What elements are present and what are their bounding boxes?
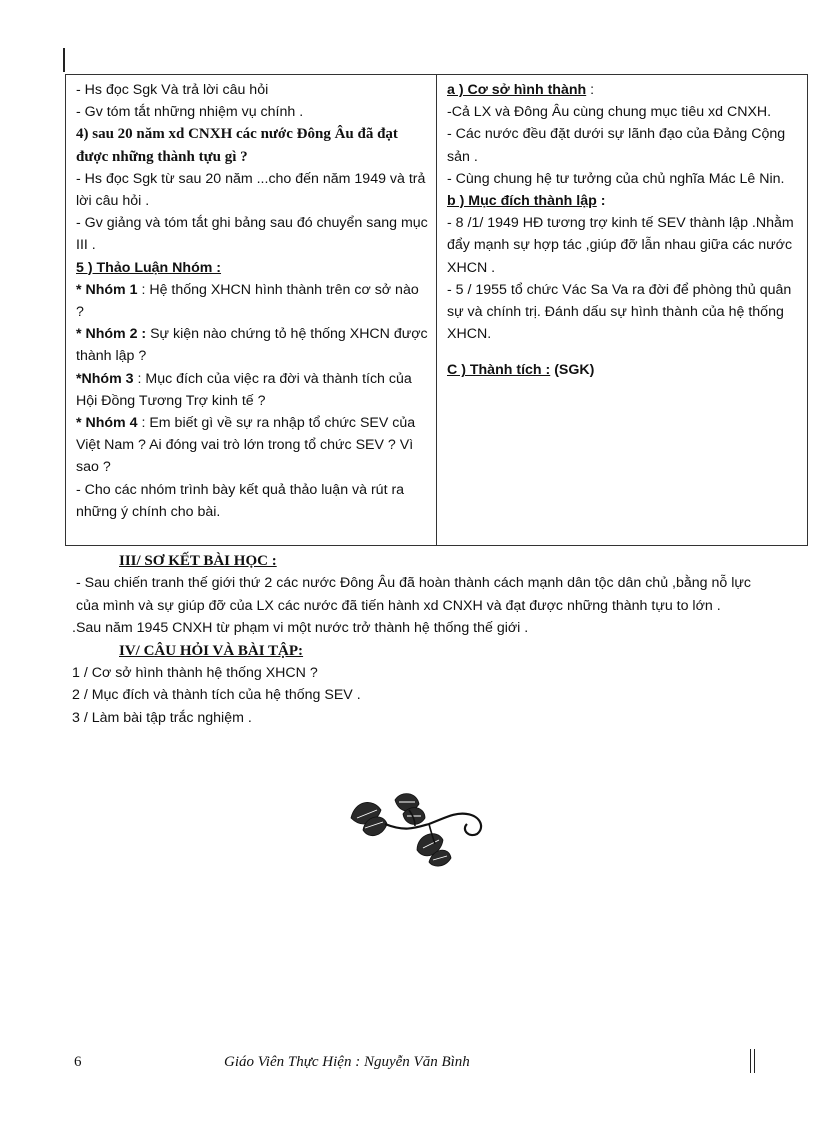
activity-line: - Hs đọc Sgk từ sau 20 năm ...cho đến năm 1949 và trả lời câu hỏi . — [76, 170, 426, 210]
content-line: - Các nước đều đặt dưới sự lãnh đạo của Đảng Cộng sản . — [447, 126, 786, 165]
content-line: - 8 /1/ 1949 HĐ tương trợ kinh tế SEV thành lập .Nhằm đẩy mạnh sự hợp tác ,giúp đỡ lẫn nhau giữa các nước XHCN . — [447, 215, 794, 276]
activity-line: - Gv tóm tắt những nhiệm vụ chính . — [76, 104, 304, 121]
exercise-item: 1 / Cơ sở hình thành hệ thống XHCN ? — [72, 665, 318, 682]
content-line: - 5 / 1955 tổ chức Vác Sa Va ra đời để phòng thủ quân sự và chính trị. Đánh dấu sự hình thành của hệ thống XHCN. — [447, 281, 792, 343]
activity-line: - Cho các nhóm trình bày kết quả thảo luận và rút ra những ý chính cho bài. — [76, 481, 405, 520]
summary-heading: III/ SƠ KẾT BÀI HỌC : — [119, 553, 277, 569]
table-row — [66, 75, 808, 546]
content-line: - Cùng chung hệ tư tưởng của chủ nghĩa Mác Lê Nin. — [447, 170, 785, 187]
section-b-colon: : — [596, 193, 606, 210]
section-a-title: a ) Cơ sở hình thành — [447, 82, 587, 98]
group-4-label: * Nhóm 4 — [76, 415, 138, 432]
exercises-heading: IV/ CÂU HỎI VÀ BÀI TẬP: — [119, 642, 304, 659]
summary-paragraph: .Sau năm 1945 CNXH từ phạm vi một nước trở thành hệ thống thế giới . — [72, 620, 529, 637]
teacher-name: Giáo Viên Thực Hiện : Nguyễn Văn Bình — [224, 1054, 470, 1070]
content-line: -Cả LX và Đông Âu cùng chung mục tiêu xd CNXH. — [447, 104, 772, 121]
group-4-question — [76, 412, 428, 479]
activity-line: - Hs đọc Sgk Và trả lời câu hỏi — [76, 82, 269, 98]
right-margin-mark — [750, 1049, 755, 1073]
lesson-table — [65, 74, 808, 546]
spacer — [447, 345, 799, 359]
question-4-heading: 4) sau 20 năm xd CNXH các nước Đông Âu đã đạt được những thành tựu gì ? — [76, 126, 398, 165]
lesson-content-cell — [437, 75, 808, 546]
exercise-item: 2 / Mục đích và thành tích của hệ thống SEV . — [72, 687, 361, 704]
section-c-text: (SGK) — [550, 362, 595, 379]
activity-line: - Gv giảng và tóm tắt ghi bảng sau đó chuyển sang mục III . — [76, 215, 428, 254]
group-1-text: : Hệ thống XHCN hình thành trên cơ sở nào ? — [76, 281, 419, 321]
group-1-question — [76, 279, 428, 323]
discussion-heading: 5 ) Thảo Luận Nhóm : — [76, 259, 222, 276]
group-3-text: : Mục đích của việc ra đời và thành tích của Hội Đồng Tương Trợ kinh tế ? — [76, 370, 412, 409]
teacher-student-activities-cell — [66, 75, 437, 546]
section-c-heading — [447, 359, 799, 381]
page-footer — [74, 1054, 764, 1076]
summary-section — [72, 550, 762, 729]
group-2-label: * Nhóm 2 : — [76, 326, 147, 343]
left-margin-mark — [63, 48, 65, 72]
group-3-label: *Nhóm 3 — [76, 370, 134, 387]
section-a-colon: : — [586, 82, 595, 98]
exercise-item: 3 / Làm bài tập trắc nghiệm . — [72, 709, 252, 726]
summary-paragraph: - Sau chiến tranh thế giới thứ 2 các nước Đông Âu đã hoàn thành cách mạnh dân tộc dân chủ ,bằng nỗ lực của mình và sự giúp đỡ của LX các nước đã tiến hành xd CNXH và đạt được những thành tựu to lớn . — [76, 575, 751, 614]
group-1-label: * Nhóm 1 — [76, 281, 138, 298]
group-2-question — [76, 323, 428, 367]
section-c-title: C ) Thành tích : — [447, 362, 551, 379]
group-4-text: : Em biết gì về sự ra nhập tổ chức SEV của Việt Nam ? Ai đóng vai trò lớn trong tổ chức SEV ? Vì sao ? — [76, 415, 416, 476]
group-3-question — [76, 368, 428, 412]
section-a-heading — [447, 79, 799, 101]
leaf-ornament-icon — [345, 788, 495, 868]
section-b-heading — [447, 190, 799, 212]
group-2-text: Sự kiện nào chứng tỏ hệ thống XHCN được thành lập ? — [76, 326, 428, 365]
page-number: 6 — [74, 1054, 82, 1070]
section-b-title: b ) Mục đích thành lập — [447, 193, 597, 210]
